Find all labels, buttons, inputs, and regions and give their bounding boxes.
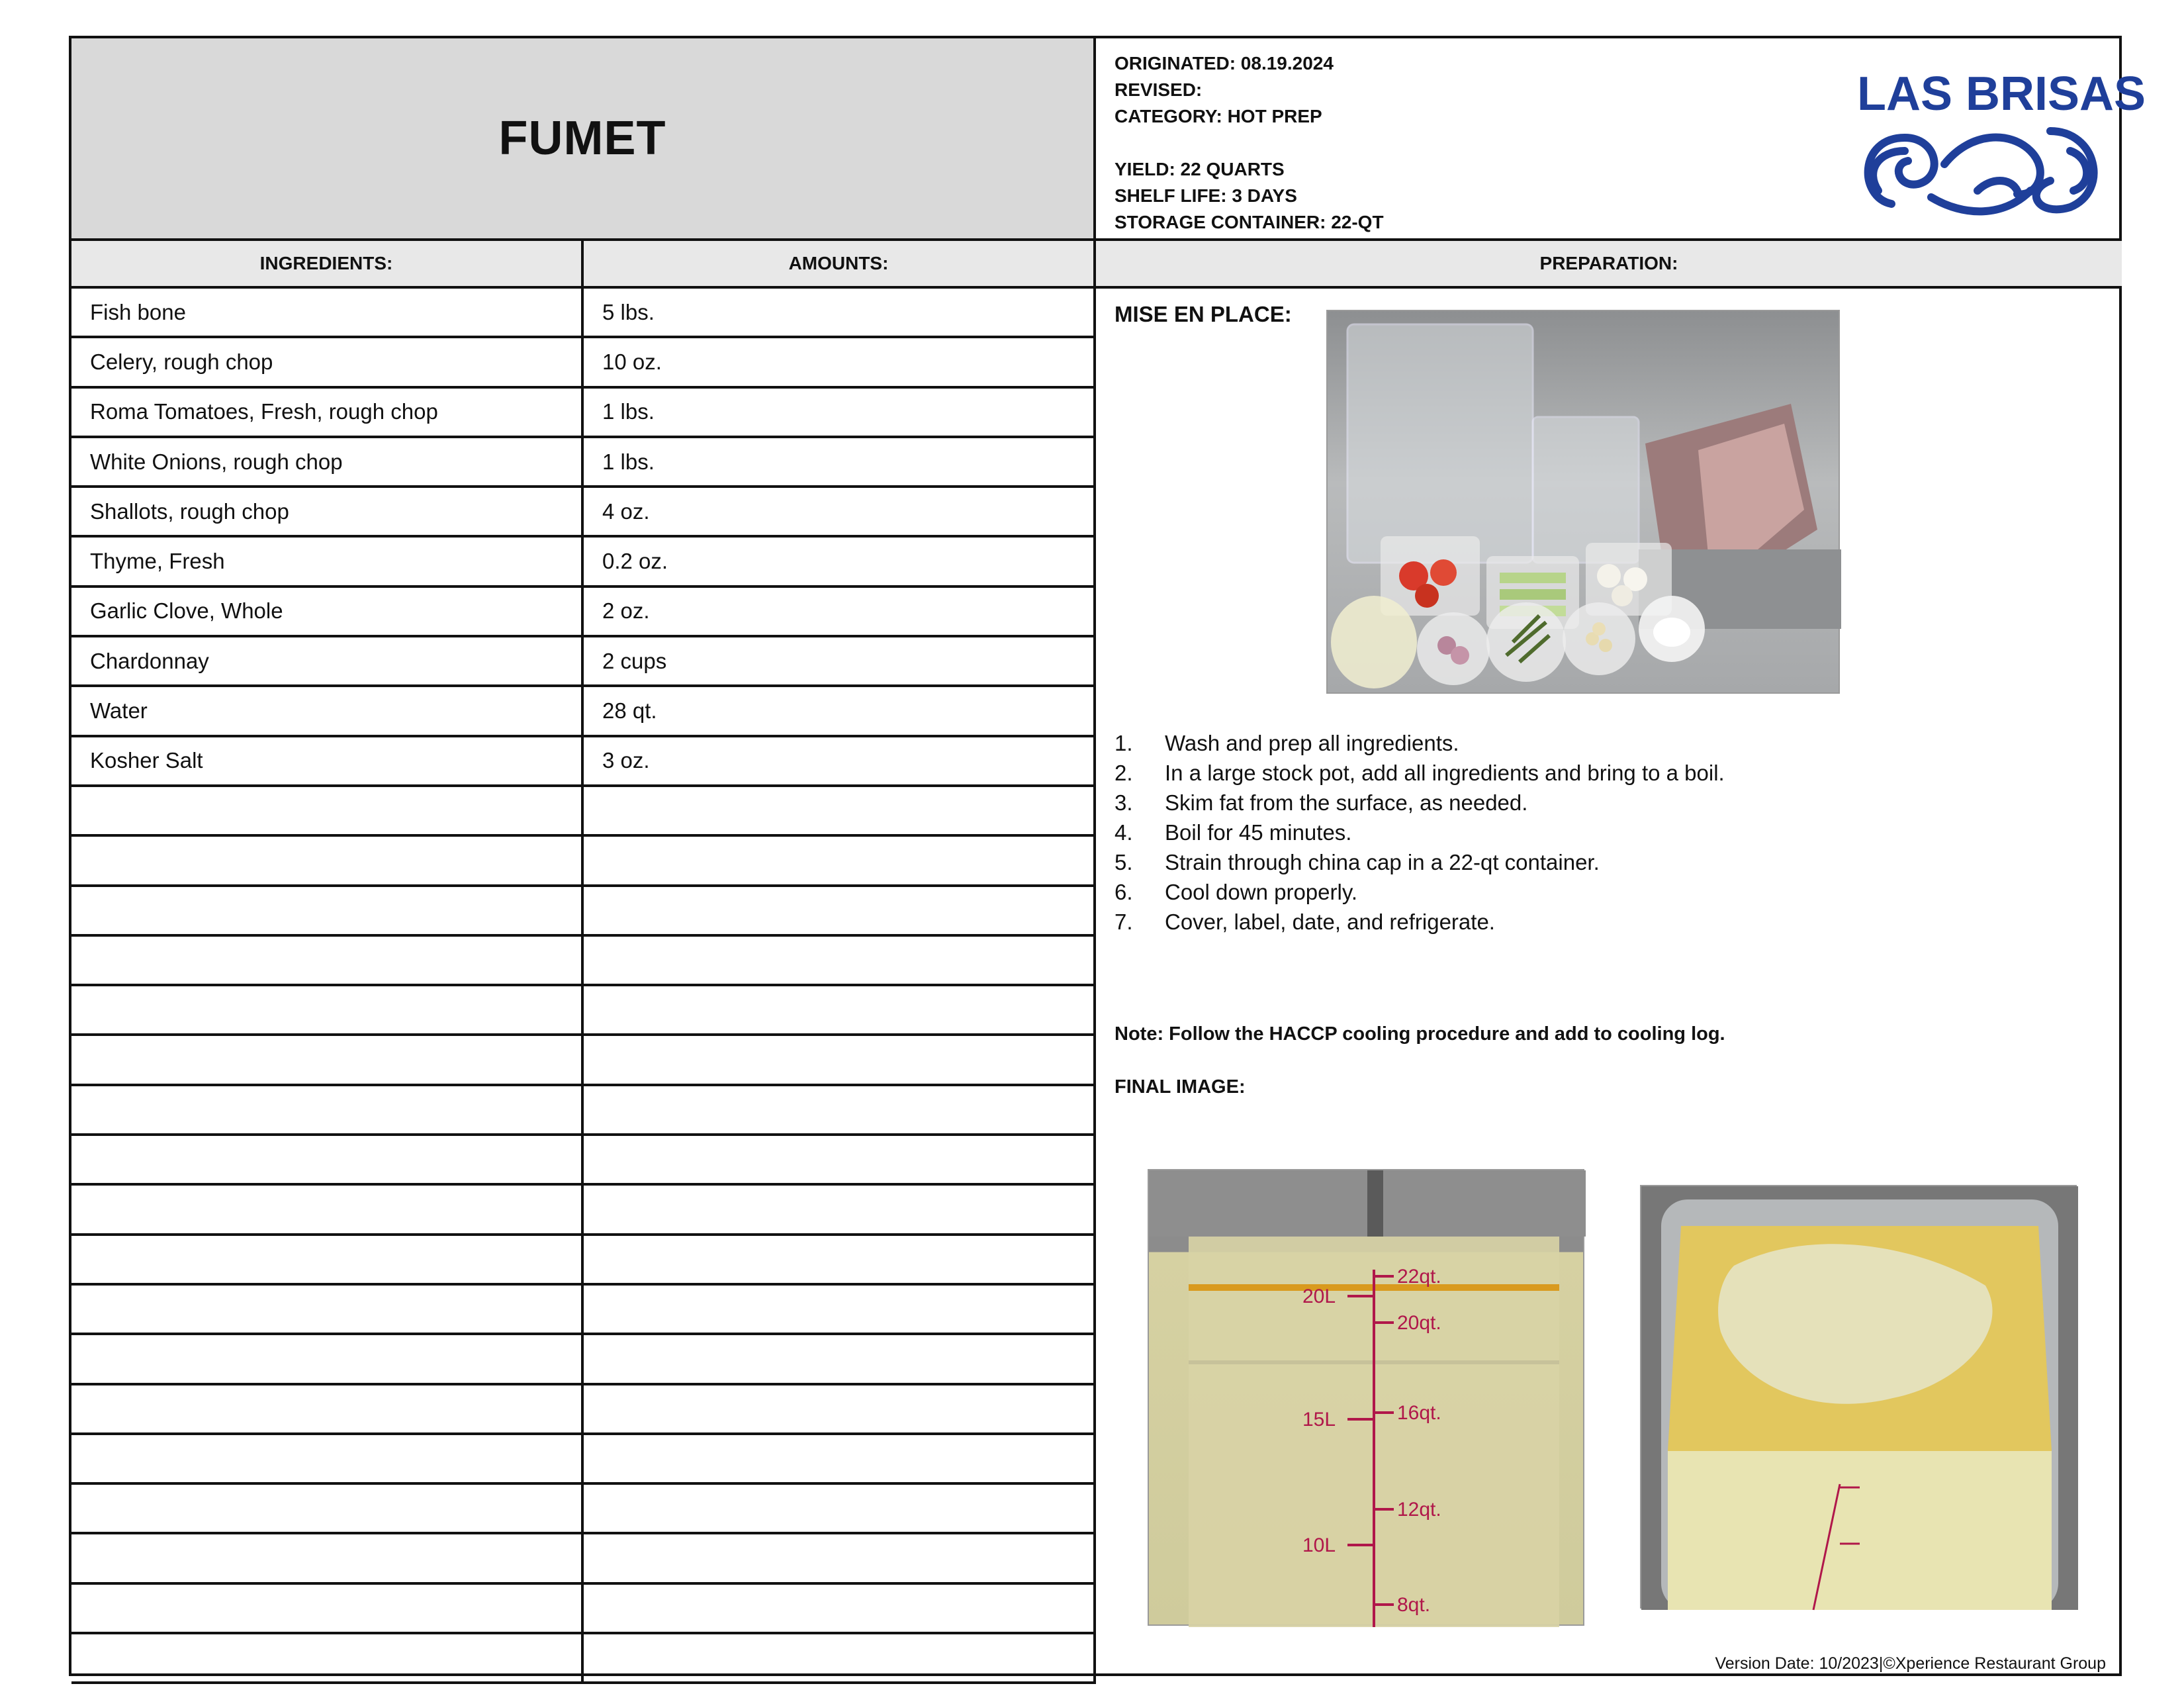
ingredient-amount: [584, 1086, 1096, 1133]
label-10l: 10L: [1302, 1534, 1336, 1556]
shelf-life: SHELF LIFE: 3 DAYS: [1115, 185, 1297, 206]
step-text: Wash and prep all ingredients.: [1165, 731, 1459, 755]
step-number: 1.: [1115, 731, 1133, 755]
ingredient-amount: 10 oz.: [584, 338, 1096, 385]
step-number: 6.: [1115, 880, 1133, 904]
ingredient-name: [71, 837, 584, 884]
label-22qt: 22qt.: [1397, 1266, 1441, 1288]
ingredient-row: [71, 389, 1096, 438]
preparation-step: [1115, 788, 2094, 818]
ingredient-row: [71, 787, 1096, 837]
recipe-title: FUMET: [498, 112, 666, 165]
label-15l: 15L: [1302, 1409, 1336, 1430]
ingredient-amount: [584, 1236, 1096, 1283]
ingredient-amount: [584, 937, 1096, 984]
preparation-steps: [1115, 728, 2094, 937]
ingredient-name: [71, 1136, 584, 1183]
recipe-card: [69, 36, 2146, 1676]
ingredient-amount: [584, 787, 1096, 834]
ingredient-name: [71, 1485, 584, 1532]
step-text: Cover, label, date, and refrigerate.: [1165, 910, 1495, 934]
ingredient-name: Celery, rough chop: [71, 338, 584, 385]
ingredient-row: [71, 1236, 1096, 1286]
ingredient-row: [71, 937, 1096, 986]
label-8qt: 8qt.: [1397, 1594, 1431, 1616]
step-text: In a large stock pot, add all ingredients and bring to a boil.: [1165, 761, 1725, 785]
ingredient-row: [71, 538, 1096, 587]
ingredient-amount: 28 qt.: [584, 687, 1096, 734]
step-number: 4.: [1115, 820, 1133, 845]
ingredients-header: INGREDIENTS:: [71, 241, 584, 289]
label-16qt: 16qt.: [1397, 1402, 1441, 1424]
ingredients-table: [71, 289, 1096, 1684]
ingredient-name: [71, 1435, 584, 1482]
ingredient-name: [71, 986, 584, 1033]
ingredient-name: [71, 1036, 584, 1083]
mise-en-place-photo: [1326, 310, 1840, 694]
version-footer: Version Date: 10/2023|©Xperience Restaurant Group: [1715, 1654, 2106, 1673]
ingredient-amount: 3 oz.: [584, 737, 1096, 784]
ingredient-row: [71, 737, 1096, 787]
label-20l: 20L: [1302, 1286, 1336, 1307]
ingredient-amount: [584, 1335, 1096, 1382]
ingredient-name: Chardonnay: [71, 637, 584, 684]
preparation-step: [1115, 907, 2094, 937]
ingredient-row: [71, 289, 1096, 338]
ingredient-amount: [584, 1286, 1096, 1333]
ingredient-amount: [584, 1036, 1096, 1083]
ingredient-row: [71, 1186, 1096, 1235]
ingredient-name: [71, 887, 584, 934]
ingredient-row: [71, 488, 1096, 538]
ingredient-row: [71, 1286, 1096, 1335]
ingredient-name: [71, 1534, 584, 1581]
ingredient-name: Roma Tomatoes, Fresh, rough chop: [71, 389, 584, 436]
preparation-step: [1115, 758, 2094, 788]
las-brisas-logo: [1852, 58, 2146, 230]
ingredient-row: [71, 1534, 1096, 1584]
ingredient-row: [71, 1435, 1096, 1485]
preparation-step: [1115, 877, 2094, 907]
ingredient-row: [71, 837, 1096, 886]
preparation-step: [1115, 847, 2094, 877]
ingredient-name: [71, 787, 584, 834]
ingredient-name: [71, 1286, 584, 1333]
ingredient-amount: [584, 1385, 1096, 1432]
ingredient-row: [71, 1136, 1096, 1186]
ingredient-row: [71, 1335, 1096, 1385]
ingredient-row: [71, 1634, 1096, 1684]
mise-en-place-label: MISE EN PLACE:: [1115, 302, 1292, 326]
title-cell: [71, 38, 1096, 241]
ingredient-amount: [584, 1634, 1096, 1681]
ingredient-amount: 2 cups: [584, 637, 1096, 684]
ingredient-row: [71, 588, 1096, 637]
ingredient-name: Garlic Clove, Whole: [71, 588, 584, 635]
ingredient-row: [71, 637, 1096, 687]
ingredient-name: [71, 937, 584, 984]
ingredient-amount: [584, 1585, 1096, 1632]
ingredient-name: Water: [71, 687, 584, 734]
label-12qt: 12qt.: [1397, 1499, 1441, 1521]
ingredient-name: Kosher Salt: [71, 737, 584, 784]
step-text: Cool down properly.: [1165, 880, 1358, 904]
ingredient-amount: [584, 887, 1096, 934]
ingredient-amount: [584, 1186, 1096, 1233]
haccp-note: Note: Follow the HACCP cooling procedure and add to cooling log.: [1115, 1023, 1725, 1045]
ingredient-name: [71, 1385, 584, 1432]
label-20qt: 20qt.: [1397, 1312, 1441, 1334]
ingredient-row: [71, 1036, 1096, 1086]
preparation-section: [1096, 289, 2122, 1676]
step-number: 3.: [1115, 790, 1133, 815]
ingredient-amount: 0.2 oz.: [584, 538, 1096, 585]
ingredient-name: White Onions, rough chop: [71, 438, 584, 485]
preparation-step: [1115, 728, 2094, 758]
ingredient-amount: 4 oz.: [584, 488, 1096, 535]
ingredient-row: [71, 687, 1096, 737]
step-text: Skim fat from the surface, as needed.: [1165, 790, 1528, 815]
ingredient-amount: 1 lbs.: [584, 438, 1096, 485]
ingredient-row: [71, 986, 1096, 1036]
final-photo-top: [1640, 1185, 2077, 1609]
ingredient-name: [71, 1186, 584, 1233]
final-photo-front: [1148, 1169, 1584, 1626]
ingredient-row: [71, 438, 1096, 488]
step-number: 2.: [1115, 761, 1133, 785]
ingredient-name: Thyme, Fresh: [71, 538, 584, 585]
preparation-step: [1115, 818, 2094, 847]
yield: YIELD: 22 QUARTS: [1115, 159, 1285, 179]
storage-container: STORAGE CONTAINER: 22-QT: [1115, 212, 1384, 232]
ingredient-row: [71, 1385, 1096, 1435]
ingredient-row: [71, 338, 1096, 388]
ingredient-amount: [584, 1485, 1096, 1532]
ingredient-amount: 1 lbs.: [584, 389, 1096, 436]
step-number: 5.: [1115, 850, 1133, 874]
preparation-header: PREPARATION:: [1096, 241, 2122, 289]
ingredient-name: [71, 1086, 584, 1133]
ingredient-amount: [584, 1435, 1096, 1482]
ingredient-amount: [584, 986, 1096, 1033]
ingredient-amount: 5 lbs.: [584, 289, 1096, 336]
ingredient-amount: [584, 837, 1096, 884]
ingredient-name: Shallots, rough chop: [71, 488, 584, 535]
ingredient-row: [71, 1086, 1096, 1136]
step-text: Boil for 45 minutes.: [1165, 820, 1352, 845]
revised-date: REVISED:: [1115, 79, 1203, 100]
ingredient-name: Fish bone: [71, 289, 584, 336]
ingredient-amount: 2 oz.: [584, 588, 1096, 635]
ingredient-name: [71, 1634, 584, 1681]
ingredient-row: [71, 1585, 1096, 1634]
originated-date: ORIGINATED: 08.19.2024: [1115, 53, 1334, 73]
ingredient-name: [71, 1335, 584, 1382]
ingredient-amount: [584, 1534, 1096, 1581]
amounts-header: AMOUNTS:: [584, 241, 1096, 289]
ingredient-row: [71, 1485, 1096, 1534]
ingredient-row: [71, 887, 1096, 937]
ingredient-amount: [584, 1136, 1096, 1183]
step-text: Strain through china cap in a 22-qt container.: [1165, 850, 1600, 874]
ingredient-name: [71, 1585, 584, 1632]
final-image-label: FINAL IMAGE:: [1115, 1076, 1246, 1098]
category: CATEGORY: HOT PREP: [1115, 106, 1322, 126]
ingredient-name: [71, 1236, 584, 1283]
step-number: 7.: [1115, 910, 1133, 934]
logo-text: LAS BRISAS: [1857, 68, 2146, 120]
